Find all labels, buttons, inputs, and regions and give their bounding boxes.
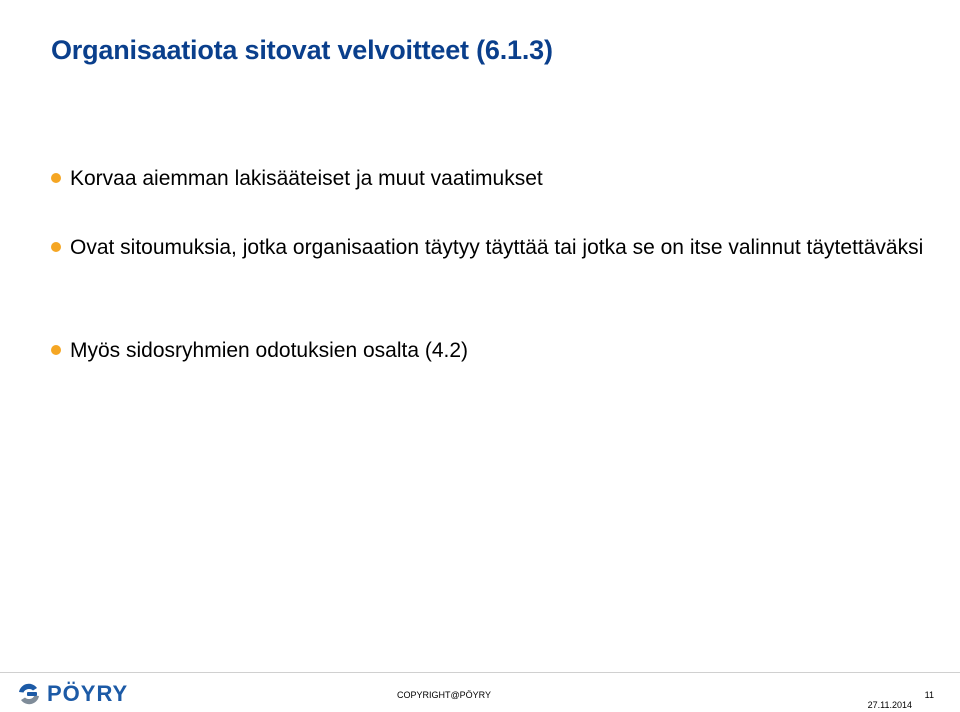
bullet-item [51, 163, 951, 194]
page-number: 11 [924, 690, 934, 700]
orange-dot-icon [51, 173, 61, 183]
bullet-text: Korvaa aiemman lakisääteiset ja muut vaatimukset [70, 167, 543, 190]
logo-text: PÖYRY [47, 681, 129, 706]
bullet-item [51, 232, 951, 263]
orange-dot-icon [51, 242, 61, 252]
poyry-logo-icon [16, 682, 42, 706]
poyry-logo [16, 682, 128, 706]
bullet-text: Ovat sitoumuksia, jotka organisaation täytyy täyttää tai jotka se on itse valinnut täytettäväksi [70, 236, 924, 259]
copyright-text: COPYRIGHT@PÖYRY [397, 690, 491, 700]
footer-date: 27.11.2014 [867, 700, 912, 710]
bullet-item [51, 335, 951, 366]
slide-title: Organisaatiota sitovat velvoitteet (6.1.3) [51, 35, 553, 65]
footer-divider [0, 672, 960, 673]
orange-dot-icon [51, 345, 61, 355]
bullet-text: Myös sidosryhmien odotuksien osalta (4.2) [70, 339, 469, 362]
